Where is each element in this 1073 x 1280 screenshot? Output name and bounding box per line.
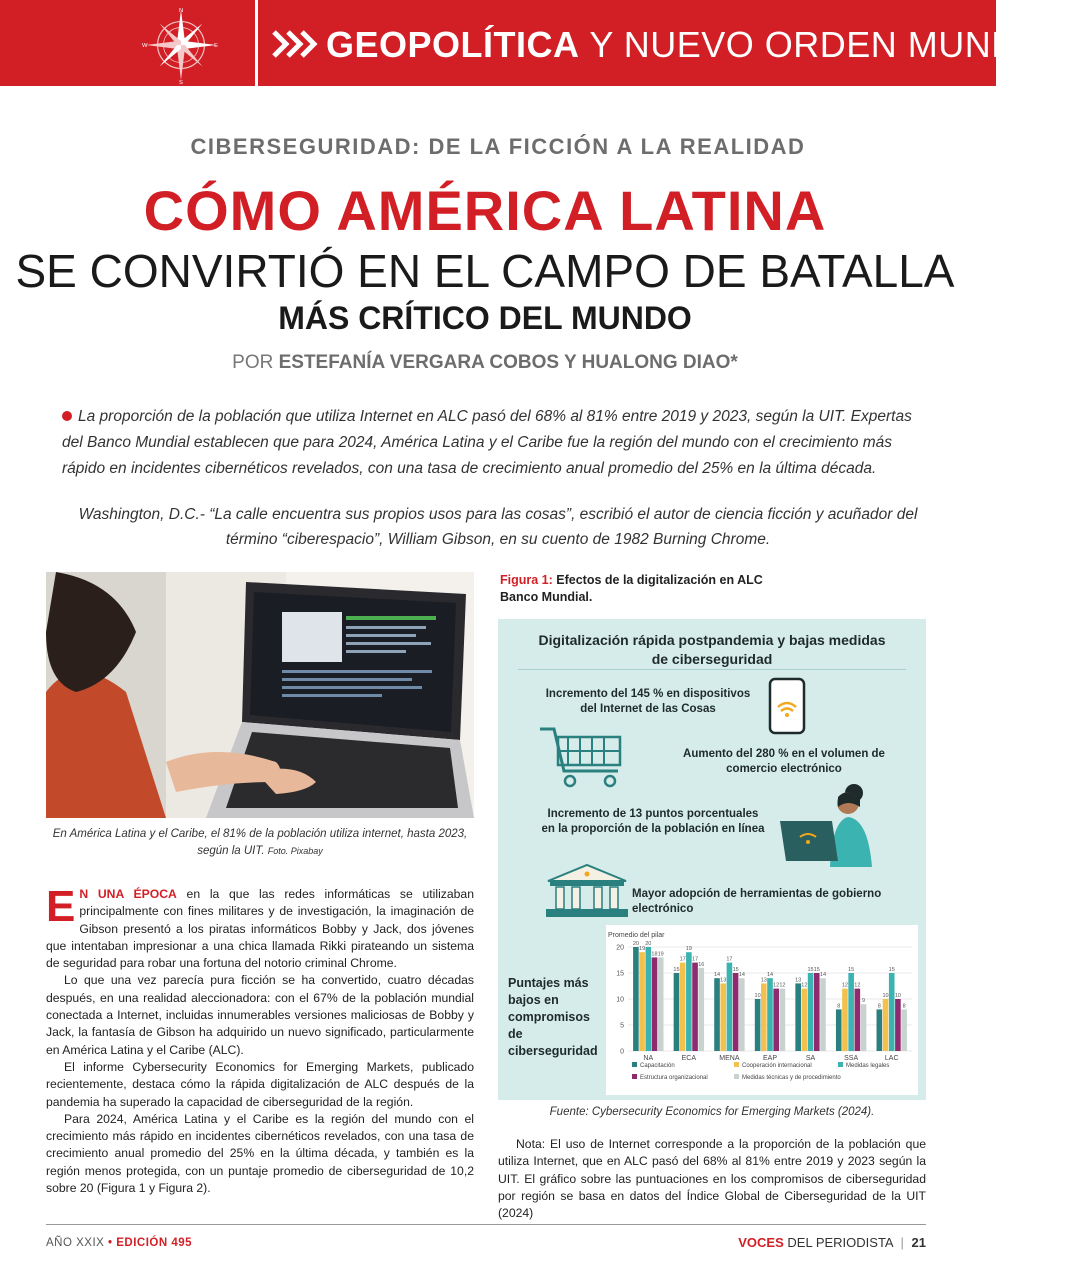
byline-names: ESTEFANÍA VERGARA COBOS Y HUALONG DIAO*	[278, 352, 738, 373]
bar-value-label: 13	[760, 977, 767, 984]
bar-eca-2	[686, 952, 692, 1051]
footer-brand	[738, 1235, 926, 1250]
item-online-line2: en la proporción de la población en línea	[541, 823, 765, 835]
bar-value-label: 14	[738, 972, 745, 979]
bar-eap-1	[761, 983, 767, 1051]
legend-swatch	[632, 1062, 637, 1067]
bar-sa-4	[820, 978, 826, 1051]
bar-eap-3	[773, 989, 779, 1051]
legend-swatch	[734, 1062, 739, 1067]
legend-label: Capacitación	[640, 1063, 675, 1069]
bar-eap-2	[767, 978, 773, 1051]
bar-na-0	[633, 947, 639, 1051]
x-tick-label: EAP	[762, 1055, 778, 1062]
compass-panel	[0, 0, 258, 86]
title-divider	[518, 669, 906, 670]
x-tick-label: LAC	[884, 1055, 899, 1062]
bar-value-label: 13	[795, 977, 802, 984]
bar-ssa-0	[836, 1009, 842, 1051]
y-tick-label: 0	[620, 1048, 624, 1056]
drop-cap: E	[46, 882, 76, 931]
item-online-population	[528, 807, 778, 837]
bar-value-label: 10	[754, 993, 761, 999]
bar-value-label: 17	[726, 956, 733, 963]
item-egov-line1: Mayor adopción de herramientas de gobierno	[632, 888, 882, 900]
figure-source: Fuente: Cybersecurity Economics for Emerging Markets (2024).	[549, 1106, 875, 1118]
compass-w: W	[142, 42, 148, 49]
section-title-bold: GEOPOLÍTICA	[326, 24, 580, 65]
legend-label: Estructura organizacional	[640, 1075, 708, 1081]
bar-value-label: 19	[657, 951, 664, 958]
bar-na-2	[645, 947, 651, 1051]
bar-eap-0	[755, 999, 761, 1051]
infographic-title	[498, 631, 926, 669]
item-iot-line2: del Internet de las Cosas	[580, 703, 716, 715]
item-egov-line2: electrónico	[632, 903, 694, 915]
headline-line3: MÁS CRÍTICO DEL MUNDO	[278, 300, 692, 336]
bar-value-label: 10	[894, 993, 901, 999]
lead-in-words: N UNA ÉPOCA	[79, 887, 177, 901]
bar-value-label: 12	[841, 982, 849, 989]
infographic-title-line1: Digitalización rápida postpandemia y bajas medidas	[538, 632, 886, 648]
figure-label-number: Figura 1:	[500, 573, 553, 587]
headline-line1: CÓMO AMÉRICA LATINA	[143, 179, 827, 242]
bar-sa-0	[795, 983, 801, 1051]
y-tick-label: 5	[620, 1022, 624, 1030]
chart-title: Promedio del pilar	[608, 932, 665, 939]
bar-value-label: 17	[679, 956, 686, 963]
compass-rose-icon	[142, 6, 220, 84]
bar-value-label: 15	[813, 967, 820, 973]
x-tick-label: NA	[643, 1055, 654, 1062]
side-label-4: de	[508, 1027, 523, 1041]
bar-ssa-2	[848, 973, 854, 1051]
section-title	[326, 24, 1073, 66]
bar-value-label: 20	[645, 941, 652, 947]
y-tick-label: 20	[616, 944, 624, 952]
bar-value-label: 19	[639, 946, 646, 953]
bar-value-label: 8	[877, 1003, 881, 1010]
x-tick-label: SSA	[844, 1055, 859, 1062]
footer-edition-number: EDICIÓN 495	[116, 1237, 193, 1249]
bar-lac-1	[883, 999, 889, 1051]
compass-s: S	[179, 79, 183, 86]
infographic-title-line2: de ciberseguridad	[651, 651, 773, 667]
shopping-cart-icon	[538, 723, 628, 793]
item-iot-line1: Incremento del 145 % en dispositivos	[545, 688, 751, 700]
bar-value-label: 15	[673, 967, 680, 973]
bar-mena-2	[727, 963, 733, 1051]
legend-swatch	[838, 1062, 843, 1067]
bar-value-label: 12	[773, 982, 780, 989]
bar-lac-0	[877, 1009, 883, 1051]
footer-year: AÑO XXIX	[46, 1237, 105, 1249]
bar-value-label: 13	[720, 977, 727, 984]
compass-n: N	[179, 7, 184, 14]
item-ecommerce-line1: Aumento del 280 % en el volumen de	[683, 748, 885, 760]
bar-ssa-4	[861, 1004, 867, 1051]
article-body	[46, 882, 474, 1197]
footer-bullet-icon: •	[108, 1237, 113, 1249]
bar-value-label: 9	[862, 998, 866, 1005]
headline-line2: SE CONVIRTIÓ EN EL CAMPO DE BATALLA	[15, 245, 955, 297]
bar-value-label: 12	[854, 982, 861, 989]
bar-mena-0	[714, 978, 720, 1051]
footer-edition	[46, 1237, 192, 1249]
body-paragraph-4: Para 2024, América Latina y el Caribe es la región del mundo con el crecimiento más rápido en incidentes cibernéticos revelados, con una tasa de crecimiento anual promedio del 25% en la última década, y también es la región menos protegida, con un puntaje promedio de ciberseguridad de 10,2 sobre 20 (Figura 1 y Figura 2).	[46, 1111, 474, 1196]
bar-value-label: 15	[888, 967, 895, 973]
bar-value-label: 16	[698, 961, 705, 968]
bar-sa-2	[808, 973, 814, 1051]
bar-na-1	[639, 952, 645, 1051]
bar-eap-4	[780, 989, 786, 1051]
item-egov	[632, 887, 922, 917]
figure-label	[500, 572, 920, 606]
bar-value-label: 15	[807, 967, 814, 973]
bar-sa-3	[814, 973, 820, 1051]
x-tick-label: SA	[805, 1055, 816, 1062]
chevrons-icon	[272, 30, 322, 58]
bar-value-label: 15	[732, 967, 739, 973]
bar-na-4	[658, 957, 664, 1051]
y-tick-label: 15	[616, 970, 624, 978]
side-label-3: compromisos	[508, 1010, 590, 1024]
bar-value-label: 14	[819, 972, 827, 979]
bar-value-label: 10	[882, 993, 889, 999]
item-online-line1: Incremento de 13 puntos porcentuales	[547, 808, 759, 820]
body-paragraph-2: Lo que una vez parecía pura ficción se ha convertido, cuatro décadas después, en una realidad aleccionadora: con el 67% de la población mundial conectada a Internet, incluidas innumerables versiones maliciosas de Bobby y Jack, la fantasía de Gibson ha adquirido un nuevo significado, particularmente en América Latina y el Caribe (ALC).	[46, 973, 474, 1057]
page-number: 21	[911, 1235, 926, 1250]
lead-text: La proporción de la población que utiliza Internet en ALC pasó del 68% al 81% entre 2019 y 2023, según la UIT. Expertas del Banco Mundial establecen que para 2024, América Latina y el Caribe fue la región del mundo con el crecimiento más rápido en incidentes cibernéticos revelados, con una tasa de crecimiento anual promedio del 25% en la última década.	[62, 408, 912, 477]
x-tick-label: ECA	[681, 1055, 697, 1062]
figure-label-line2: Banco Mundial.	[500, 590, 593, 604]
item-ecommerce-line2: comercio electrónico	[726, 763, 842, 775]
legend-label: Cooperación internacional	[742, 1063, 812, 1069]
byline	[0, 352, 970, 374]
pillar-scores-bar-chart	[606, 925, 918, 1095]
footer-brand-rest: DEL PERIODISTA	[787, 1235, 893, 1250]
bar-mena-4	[739, 978, 745, 1051]
bar-value-label: 15	[848, 967, 855, 973]
legend-swatch	[734, 1074, 739, 1079]
bar-value-label: 14	[713, 972, 721, 979]
bar-eca-4	[698, 968, 704, 1051]
photo-caption-text: En América Latina y el Caribe, el 81% de la población utiliza internet, hasta 2023, según la UIT.	[52, 828, 468, 857]
bar-lac-4	[901, 1009, 907, 1051]
side-label-2: bajos en	[508, 993, 559, 1007]
smartphone-wifi-icon	[768, 677, 808, 735]
bar-value-label: 12	[801, 982, 808, 989]
legend-label: Medidas legales	[846, 1063, 890, 1069]
photo-credit: Foto. Pixabay	[267, 846, 323, 856]
bar-na-3	[652, 957, 658, 1051]
compass-e: E	[214, 42, 219, 49]
footer-divider	[46, 1224, 926, 1225]
bar-value-label: 17	[691, 956, 699, 963]
bar-value-label: 18	[651, 951, 658, 958]
bar-value-label: 12	[779, 982, 786, 989]
byline-prefix: POR	[232, 352, 274, 373]
bar-mena-1	[720, 983, 726, 1051]
kicker: CIBERSEGURIDAD: DE LA FICCIÓN A LA REALIDAD	[190, 134, 806, 159]
x-tick-label: MENA	[719, 1055, 740, 1062]
side-label-1: Puntajes más	[508, 976, 589, 990]
section-title-rest: Y NUEVO ORDEN MUNDIAL	[589, 24, 1073, 65]
item-ecommerce	[664, 747, 904, 777]
bar-ssa-3	[855, 989, 861, 1051]
bar-ssa-1	[842, 989, 848, 1051]
footer-brand-bold: VOCES	[738, 1235, 784, 1250]
bar-sa-1	[802, 989, 808, 1051]
bar-value-label: 19	[685, 946, 692, 953]
government-building-icon	[544, 863, 630, 919]
bar-value-label: 20	[632, 941, 639, 947]
laptop-photo-illustration	[46, 572, 474, 818]
body-paragraph-1	[46, 882, 474, 972]
legend-label: Medidas técnicas y de procedimiento	[742, 1075, 841, 1081]
side-label	[502, 975, 602, 1060]
lead-paragraph	[62, 404, 922, 482]
dateline-quote: Washington, D.C.- “La calle encuentra sus propios usos para las cosas”, escribió el autor de ciencia ficción y acuñador del término “ciberespacio”, William Gibson, en su cuento de 1982 Burning Chrome.	[78, 506, 918, 548]
body-paragraph-3: El informe Cybersecurity Economics for Emerging Markets, publicado recientemente, destaca cómo la rápida digitalización de ALC después de la pandemia ha superado la capacidad de ciberseguridad de la región.	[46, 1059, 474, 1109]
bullet-dot-icon	[62, 411, 72, 421]
y-tick-label: 10	[616, 996, 624, 1004]
bar-value-label: 8	[902, 1003, 906, 1010]
bar-lac-3	[895, 999, 901, 1051]
bar-eca-0	[674, 973, 680, 1051]
bar-value-label: 14	[766, 972, 774, 979]
person-laptop-icon	[776, 777, 886, 867]
footer-separator: |	[900, 1235, 904, 1250]
bar-value-label: 8	[837, 1003, 841, 1010]
bar-eca-3	[692, 963, 698, 1051]
legend-swatch	[632, 1074, 637, 1079]
bar-eca-1	[680, 963, 686, 1051]
figure-note: Nota: El uso de Internet corresponde a la proporción de la población que utiliza Internet, que en ALC pasó del 68% al 81% entre 2019 y 2023 según la UIT. El gráfico sobre las puntuaciones en los compromisos de ciberseguridad por región se basa en datos del Índice Global de Ciberseguridad de la UIT (2024)	[498, 1137, 926, 1221]
photo-caption	[46, 826, 474, 860]
article-photo	[46, 572, 474, 818]
para1-text: en la que las redes informáticas se utilizaban principalmente con fines militares y de investigación, la imaginación de Gibson presentó a los piratas informáticos Bobby y Jack, dos jóvenes que intentaban impresionar a una chica llamada Rikki pirateando un sistema de seguridad para robar una fortuna del notorio criminal Chrome.	[46, 887, 474, 971]
infographic	[498, 619, 926, 1100]
figure-label-text: Efectos de la digitalización en ALC	[552, 573, 763, 587]
item-iot	[528, 687, 768, 717]
bar-lac-2	[889, 973, 895, 1051]
side-label-5: ciberseguridad	[508, 1044, 598, 1058]
bar-mena-3	[733, 973, 739, 1051]
